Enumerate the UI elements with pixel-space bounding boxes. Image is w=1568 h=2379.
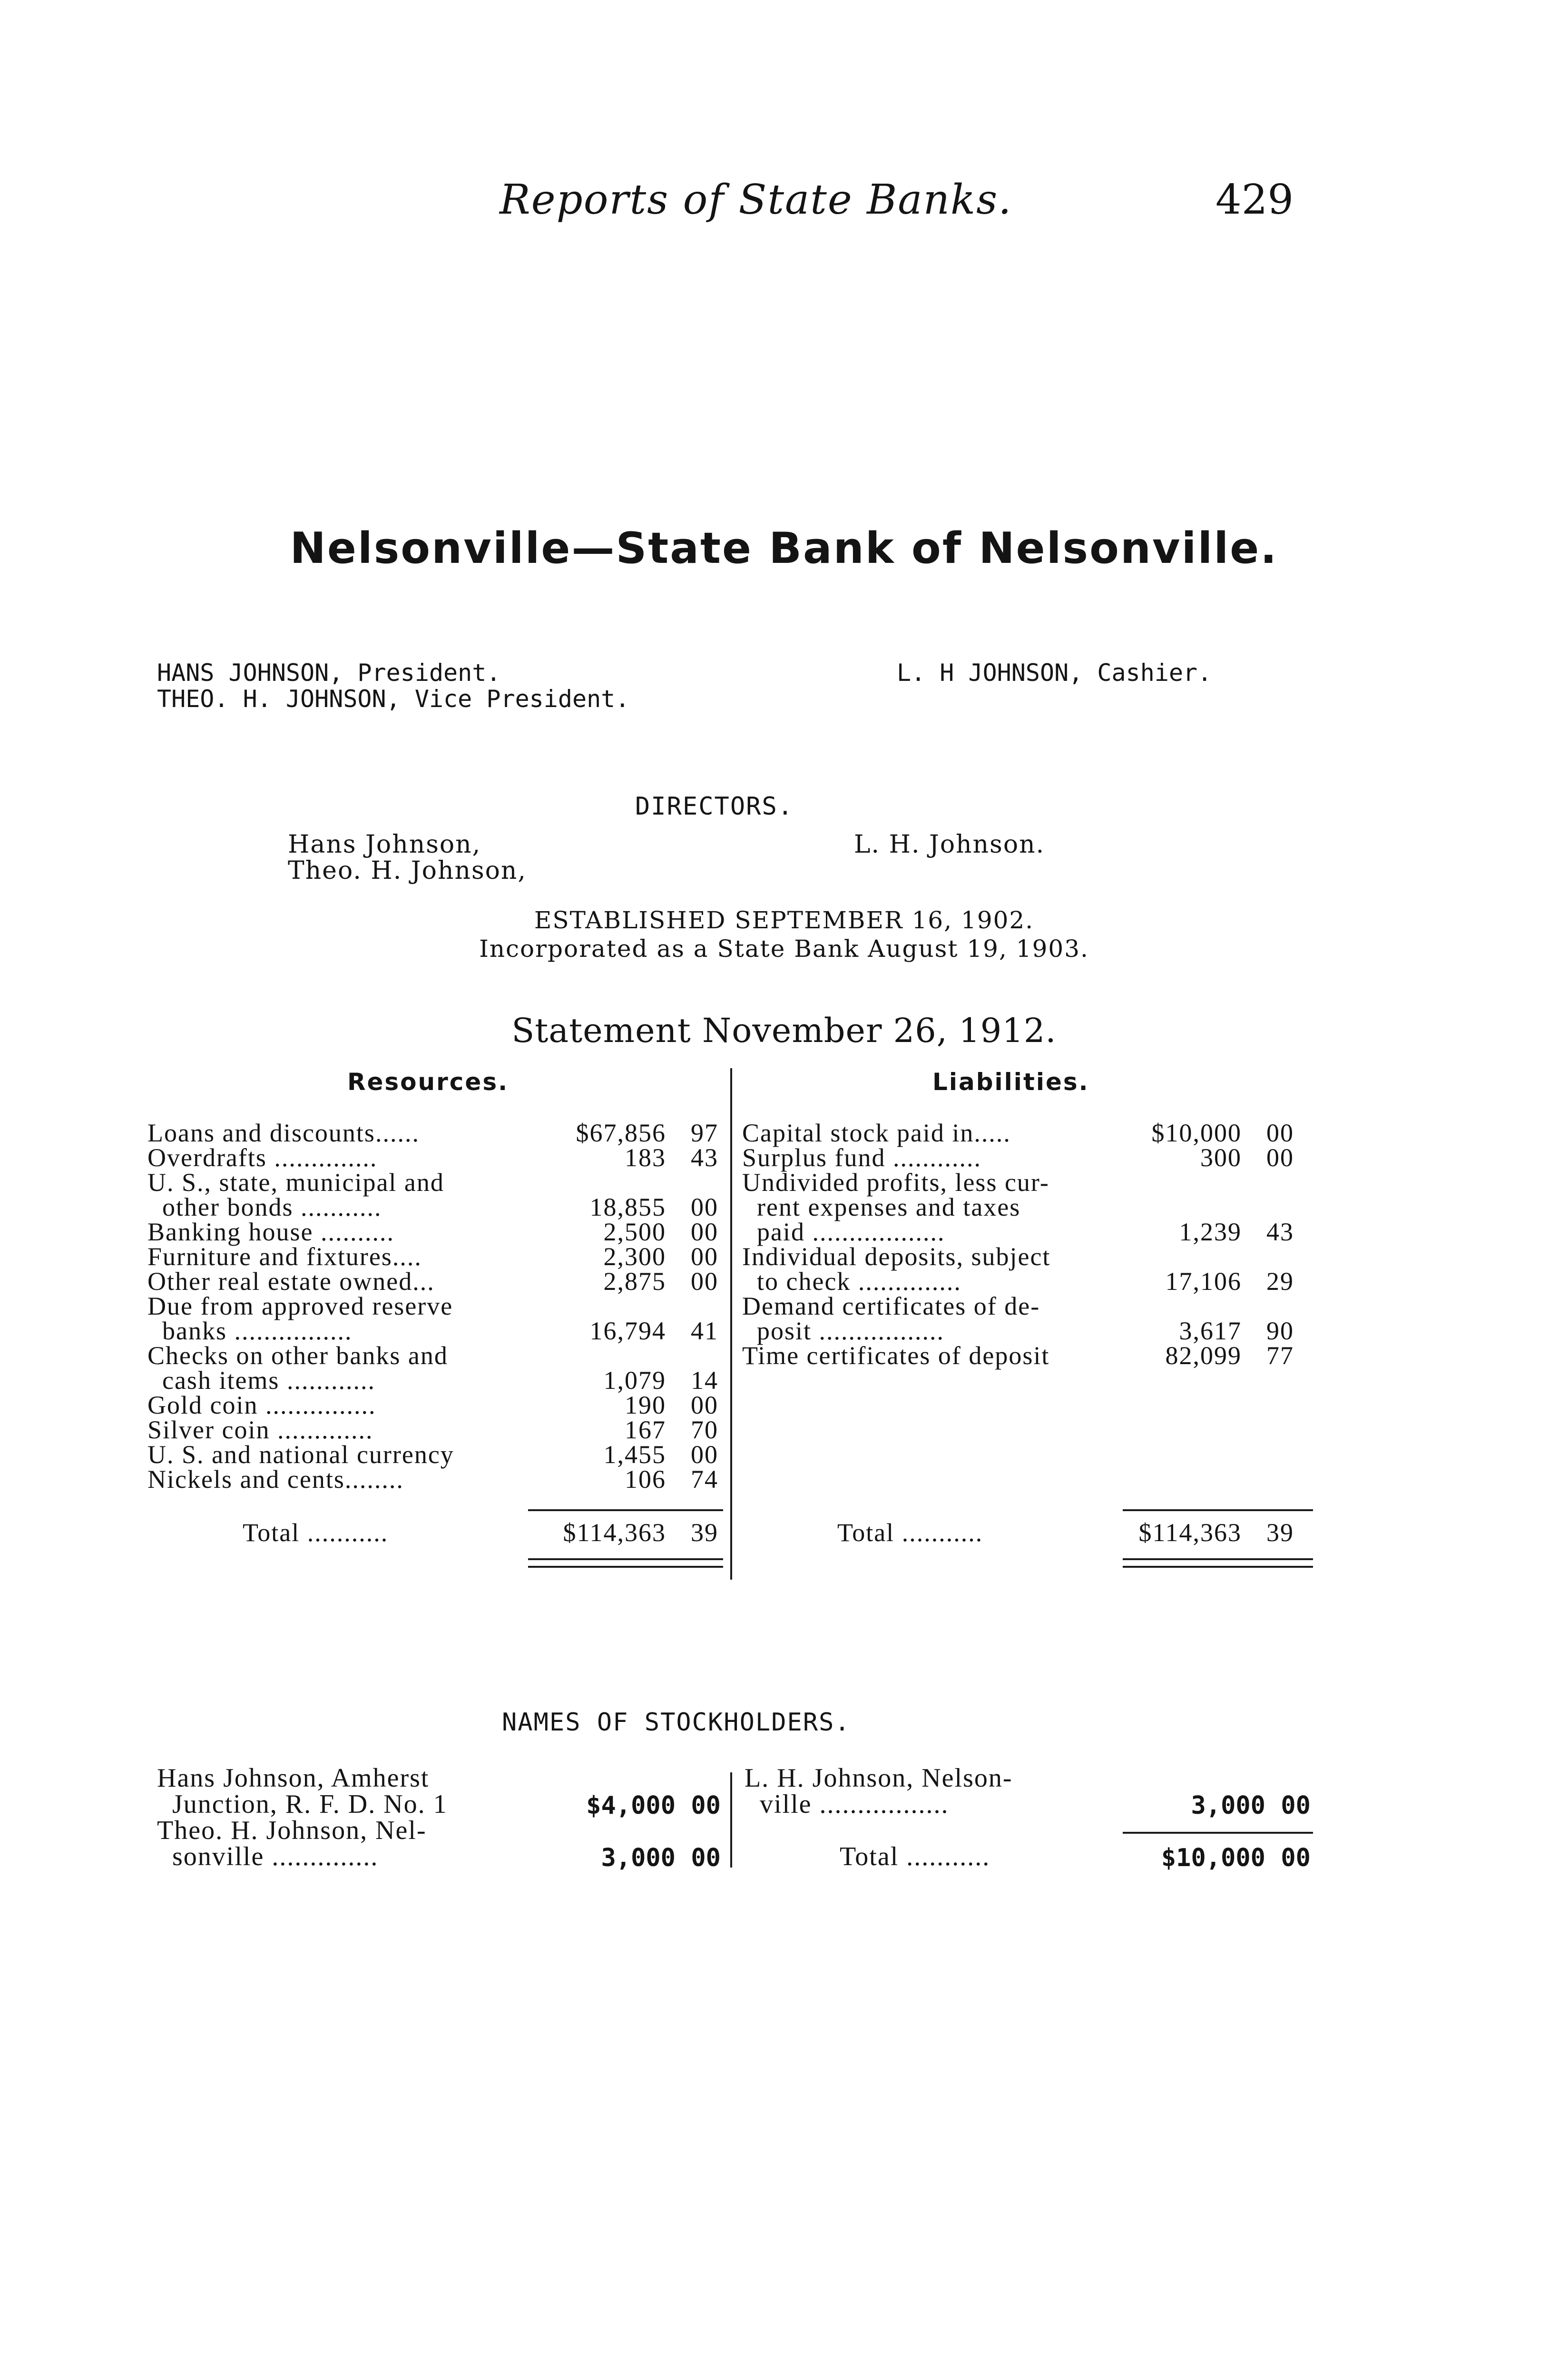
resource-amount: 2,500 (603, 1218, 666, 1246)
running-title: Reports of State Banks. (500, 176, 1012, 224)
resources-total (243, 1520, 723, 1545)
resource-label: Nickels and cents........ (147, 1465, 404, 1494)
resource-label: Banking house .......... (147, 1218, 394, 1246)
list-item (147, 1442, 723, 1467)
stockholders-total-cents: 00 (1281, 1844, 1311, 1872)
stockholders-heading: NAMES OF STOCKHOLDERS. (502, 1708, 851, 1737)
total-cents: 39 (691, 1518, 718, 1547)
resource-amount: $67,856 (576, 1119, 666, 1147)
stockholder-amount: 3,000 (1191, 1791, 1265, 1820)
list-item (742, 1195, 1318, 1219)
liability-label: Surplus fund ............ (742, 1143, 982, 1172)
resource-cents: 00 (691, 1193, 718, 1221)
liability-amount: $10,000 (1151, 1119, 1242, 1147)
total-rule (528, 1509, 723, 1511)
liability-amount: 3,617 (1179, 1317, 1242, 1345)
resource-label: Furniture and fixtures.... (147, 1242, 422, 1271)
resource-label: Checks on other banks and (147, 1341, 448, 1370)
liability-label: Capital stock paid in..... (742, 1119, 1011, 1147)
liability-cents: 90 (1266, 1317, 1294, 1345)
list-item (147, 1318, 723, 1343)
resource-cents: 70 (691, 1416, 718, 1444)
stockholder-name: Junction, R. F. D. No. 1 (157, 1789, 448, 1819)
liability-amount: 1,239 (1179, 1218, 1242, 1246)
resource-cents: 43 (691, 1143, 718, 1172)
list-item (147, 1467, 723, 1492)
resource-label: banks ................ (147, 1317, 353, 1345)
total-cents: 39 (1266, 1518, 1294, 1547)
list-item (742, 1294, 1318, 1318)
liability-label: Undivided profits, less cur- (742, 1168, 1049, 1197)
resource-amount: 167 (625, 1416, 666, 1444)
officer-vice-president: THEO. H. JOHNSON, Vice President. (157, 685, 630, 713)
resource-label: Due from approved reserve (147, 1292, 453, 1320)
double-rule (1123, 1558, 1313, 1568)
resource-label: Overdrafts .............. (147, 1143, 378, 1172)
column-divider (730, 1068, 732, 1580)
incorporated-date: Incorporated as a State Bank August 19, 1903. (479, 935, 1089, 963)
resource-cents: 00 (691, 1242, 718, 1271)
resource-cents: 74 (691, 1465, 718, 1494)
resource-amount: 2,875 (603, 1267, 666, 1296)
resource-label: Silver coin ............. (147, 1416, 373, 1444)
resource-amount: 18,855 (589, 1193, 666, 1221)
liability-label: Demand certificates of de- (742, 1292, 1040, 1320)
officer-cashier: L. H JOHNSON, Cashier. (897, 659, 1212, 687)
resource-amount: 16,794 (589, 1317, 666, 1345)
list-item (742, 1219, 1318, 1244)
total-rule (1123, 1509, 1313, 1511)
list-item (742, 1121, 1318, 1145)
list-item (147, 1195, 723, 1219)
stockholders-total-amount: $10,000 (1161, 1844, 1265, 1872)
list-item (147, 1343, 723, 1368)
stockholder-cents: 00 (691, 1791, 721, 1820)
resource-label: Loans and discounts...... (147, 1119, 420, 1147)
resource-label: U. S. and national currency (147, 1440, 454, 1469)
resource-label: U. S., state, municipal and (147, 1168, 444, 1197)
resource-amount: 2,300 (603, 1242, 666, 1271)
page-number: 429 (1215, 176, 1294, 224)
resource-amount: 1,079 (603, 1366, 666, 1395)
bank-title: Nelsonville—State Bank of Nelsonville. (290, 523, 1278, 573)
resource-amount: 1,455 (603, 1440, 666, 1469)
resource-cents: 00 (691, 1391, 718, 1419)
list-item (147, 1269, 723, 1294)
list-item (147, 1368, 723, 1393)
liability-label: rent expenses and taxes (742, 1193, 1021, 1221)
liabilities-total (837, 1520, 1318, 1545)
liability-label: Individual deposits, subject (742, 1242, 1051, 1271)
resource-label: cash items ............ (147, 1366, 375, 1395)
liability-label: Time certificates of deposit (742, 1341, 1050, 1370)
resource-amount: 183 (625, 1143, 666, 1172)
liability-cents: 00 (1266, 1143, 1294, 1172)
total-amount: $114,363 (563, 1518, 666, 1547)
total-rule (1123, 1832, 1313, 1834)
resource-cents: 41 (691, 1317, 718, 1345)
list-item (147, 1393, 723, 1417)
liability-label: posit ................. (742, 1317, 945, 1345)
officer-president: HANS JOHNSON, President. (157, 659, 501, 687)
liability-cents: 00 (1266, 1119, 1294, 1147)
total-amount: $114,363 (1138, 1518, 1242, 1547)
list-item (147, 1145, 723, 1170)
liability-label: to check .............. (742, 1267, 961, 1296)
resource-amount: 190 (625, 1391, 666, 1419)
total-label: Total ........... (243, 1518, 389, 1547)
liability-cents: 43 (1266, 1218, 1294, 1246)
list-item (147, 1219, 723, 1244)
list-item (742, 1244, 1318, 1269)
list-item (742, 1170, 1318, 1195)
stockholder-amount: 3,000 (601, 1844, 676, 1872)
director-name: Hans Johnson, (288, 830, 481, 859)
resource-label: Other real estate owned... (147, 1267, 435, 1296)
stockholder-cents: 00 (691, 1844, 721, 1872)
liability-amount: 17,106 (1165, 1267, 1242, 1296)
resources-heading: Resources. (347, 1068, 509, 1096)
liability-cents: 29 (1266, 1267, 1294, 1296)
list-item (147, 1121, 723, 1145)
list-item (147, 1170, 723, 1195)
liabilities-list (742, 1121, 1318, 1368)
resources-list (147, 1121, 723, 1492)
resource-cents: 00 (691, 1440, 718, 1469)
stockholders-total-label: Total ........... (840, 1842, 990, 1871)
liability-label: paid .................. (742, 1218, 945, 1246)
total-label: Total ........... (837, 1518, 983, 1547)
stockholder-name: ville ................. (745, 1789, 949, 1819)
resource-cents: 14 (691, 1366, 718, 1395)
resource-cents: 00 (691, 1218, 718, 1246)
list-item (742, 1318, 1318, 1343)
statement-title: Statement November 26, 1912. (511, 1011, 1057, 1050)
stockholder-name: sonville .............. (157, 1842, 379, 1871)
resource-cents: 97 (691, 1119, 718, 1147)
stockholder-name: Hans Johnson, Amherst (157, 1763, 430, 1793)
director-name: Theo. H. Johnson, (288, 856, 527, 885)
list-item (742, 1269, 1318, 1294)
stockholder-amount: $4,000 (586, 1791, 676, 1820)
resource-amount: 106 (625, 1465, 666, 1494)
double-rule (528, 1558, 723, 1568)
list-item (147, 1294, 723, 1318)
liability-amount: 300 (1200, 1143, 1242, 1172)
stockholder-name: L. H. Johnson, Nelson- (745, 1763, 1013, 1793)
liability-amount: 82,099 (1165, 1341, 1242, 1370)
stockholder-name: Theo. H. Johnson, Nel- (157, 1816, 427, 1845)
director-name: L. H. Johnson. (854, 830, 1045, 859)
list-item (147, 1417, 723, 1442)
list-item (742, 1343, 1318, 1368)
directors-heading: DIRECTORS. (635, 792, 794, 821)
column-divider (730, 1772, 732, 1868)
liabilities-heading: Liabilities. (932, 1068, 1089, 1096)
resource-label: Gold coin ............... (147, 1391, 376, 1419)
stockholder-cents: 00 (1281, 1791, 1311, 1820)
established-date: ESTABLISHED SEPTEMBER 16, 1902. (534, 906, 1034, 934)
list-item (742, 1145, 1318, 1170)
resource-label: other bonds ........... (147, 1193, 382, 1221)
list-item (147, 1244, 723, 1269)
resource-cents: 00 (691, 1267, 718, 1296)
liability-cents: 77 (1266, 1341, 1294, 1370)
